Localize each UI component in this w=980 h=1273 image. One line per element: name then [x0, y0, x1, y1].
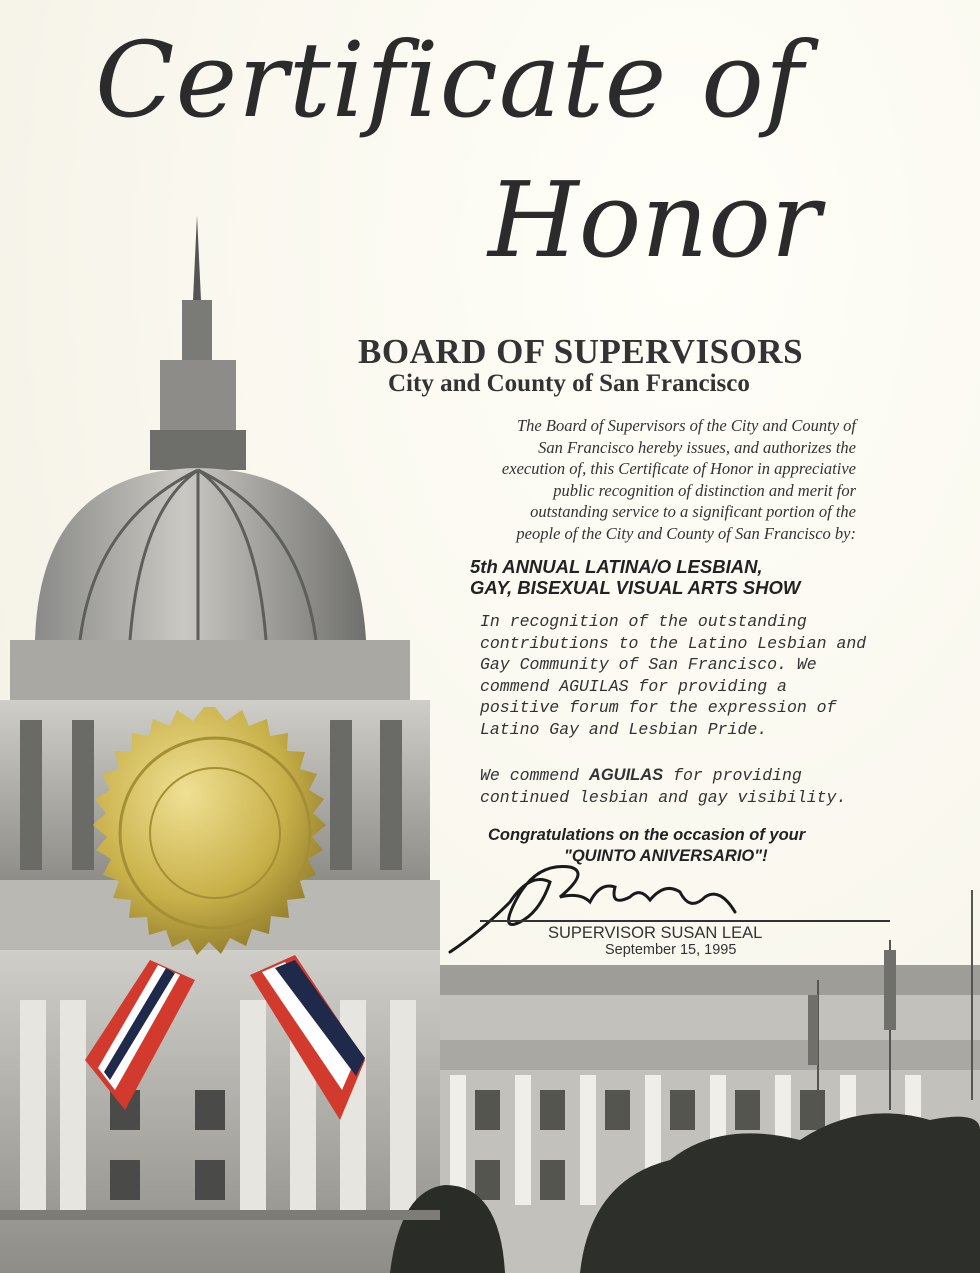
commend-prefix: We commend	[480, 766, 589, 785]
honoree-name	[470, 556, 860, 598]
recognition-line: commend AGUILAS for providing a	[480, 676, 787, 696]
congrats-line-1: Congratulations on the occasion of your	[488, 826, 806, 844]
intro-line: people of the City and County of San Francisco by:	[516, 523, 856, 543]
signature-date: September 15, 1995	[605, 942, 737, 958]
intro-paragraph	[420, 415, 856, 544]
commend-line	[480, 765, 880, 787]
intro-line: public recognition of distinction and merit for	[553, 480, 856, 500]
intro-line: San Francisco hereby issues, and authorizes the	[538, 437, 856, 457]
intro-line: outstanding service to a significant portion of the	[530, 502, 856, 521]
recognition-paragraph	[480, 611, 880, 740]
issuer-heading: BOARD OF SUPERVISORS	[358, 332, 804, 371]
issuer-subheading: City and County of San Francisco	[388, 370, 750, 397]
commend-name: AGUILAS	[588, 766, 664, 784]
recognition-line: In recognition of the outstanding	[480, 612, 807, 631]
recognition-line: Latino Gay and Lesbian Pride.	[480, 719, 768, 739]
recognition-line: positive forum for the expression of	[480, 698, 837, 717]
honoree-line: GAY, BISEXUAL VISUAL ARTS SHOW	[470, 577, 801, 598]
honoree-line: 5th ANNUAL LATINA/O LESBIAN,	[470, 556, 763, 577]
intro-line: execution of, this Certificate of Honor in appreciative	[501, 459, 856, 478]
commend-suffix: for providing	[663, 766, 802, 785]
recognition-line: Gay Community of San Francisco. We	[480, 655, 817, 674]
congrats-line-2: "QUINTO ANIVERSARIO"!	[564, 847, 768, 865]
signer-name: SUPERVISOR SUSAN LEAL	[548, 924, 763, 942]
recognition-line: contributions to the Latino Lesbian and	[480, 633, 867, 653]
signature-line	[480, 920, 890, 922]
certificate-title-line1: Certificate of	[95, 19, 805, 141]
intro-line: The Board of Supervisors of the City and County of	[517, 416, 856, 435]
commend-line-2: continued lesbian and gay visibility.	[480, 787, 847, 807]
ribbon-icon	[80, 940, 370, 1130]
certificate-title-line2: Honor	[488, 159, 821, 281]
commend-paragraph	[480, 765, 880, 808]
